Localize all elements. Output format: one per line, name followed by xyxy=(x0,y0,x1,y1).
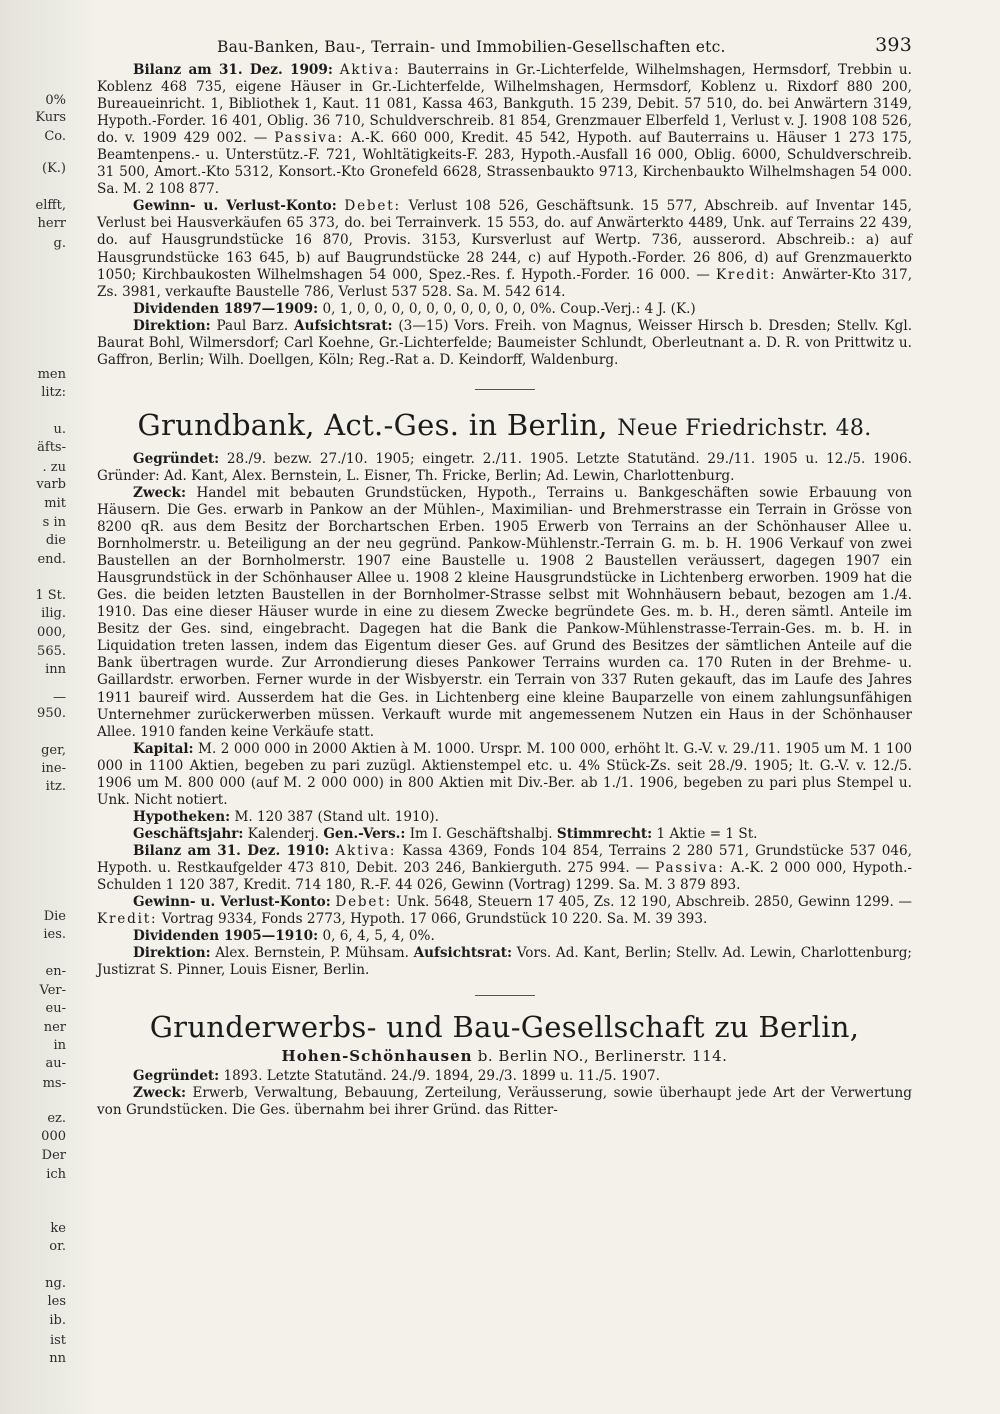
gutter-fragment: ich xyxy=(46,1167,66,1182)
gutter-fragment: en- xyxy=(45,964,66,979)
label: Zweck: xyxy=(133,484,186,501)
label: Direktion: xyxy=(133,317,211,334)
label: Aufsichtsrat: xyxy=(294,317,393,334)
location-name: Hohen-Schönhausen xyxy=(281,1047,473,1066)
label: Zweck: xyxy=(133,1085,186,1102)
company-location xyxy=(97,1047,912,1065)
gutter-fragment: ke xyxy=(50,1221,66,1236)
section-divider xyxy=(475,995,535,996)
gutter-fragment: . zu xyxy=(42,460,66,475)
label: Debet: xyxy=(344,198,401,215)
gutter-fragment: ine- xyxy=(41,761,66,776)
text: Anwärter-Kto 317, Zs. 3981, verkaufte Baustelle 786, Verlust 537 528. Sa. M. 542 614. xyxy=(97,266,913,300)
gutter-fragment: Ver- xyxy=(39,983,66,998)
gutter-fragment: men xyxy=(37,367,66,382)
label: Kredit: xyxy=(715,266,777,283)
text: Vortrag 9334, Fonds 2773, Hypoth. 17 066, Grundstück 10 220. Sa. M. 39 393. xyxy=(161,911,708,928)
gewinn-verlust-konto xyxy=(97,894,912,928)
label: Passiva: xyxy=(655,859,725,876)
text: Kalenderj. xyxy=(247,825,319,842)
gutter-fragment: end. xyxy=(37,552,66,567)
gutter-fragment: 1 St. xyxy=(35,588,66,603)
text: Unk. 5648, Steuern 17 405, Zs. 12 190, Abschreib. 2850, Gewinn 1299. — xyxy=(396,894,912,911)
dividenden xyxy=(97,301,912,318)
gutter-fragment: Die xyxy=(43,909,66,924)
gutter-fragment: herr xyxy=(37,216,66,231)
page-number: 393 xyxy=(875,34,912,56)
label: Bilanz am 31. Dez. 1909: xyxy=(133,62,333,78)
label: Aktiva: xyxy=(339,62,401,78)
gutter-fragment: ez. xyxy=(47,1111,66,1126)
gutter-fragment: mit xyxy=(44,496,66,511)
label: Bilanz am 31. Dez. 1910: xyxy=(133,842,330,859)
company-name: Grunderwerbs- und Bau-Gesellschaft zu Berlin, xyxy=(149,1010,860,1045)
label: Gegründet: xyxy=(133,450,220,467)
kapital xyxy=(97,741,912,809)
label: Aufsichtsrat: xyxy=(413,945,513,962)
gutter-fragment: 0% xyxy=(45,93,66,108)
label: Dividenden 1905—1910: xyxy=(133,928,319,945)
gutter-fragment: 565. xyxy=(37,644,66,659)
gutter-fragment: ger, xyxy=(41,743,66,758)
text: A.-K. 2 000 000, Hypoth.-Schulden 1 120 387, Kredit. 714 180, R.-F. 44 026, Gewinn (Vortrag) 1299. Sa. M. 3 879 893. xyxy=(97,859,912,894)
gutter-fragment: in xyxy=(53,1038,66,1053)
gutter-fragment: au- xyxy=(45,1056,66,1071)
text: Bauterrains in Gr.-Lichterfelde, Wilhelmshagen, Hermsdorf, Trebbin u. Koblenz 468 735, eigene Häuser in Gr.-Lichterfelde, Wilhelmshagen, Hermsdorf, Koblenz u. Rixdorf 880 200, Bureaueinricht. 1, Bibliothek 1, Kaut. 11 081, Kassa 463, Bankguth. 15 239, Debit. 57 510, do. bei Anwärtern 3149, Hypoth.-Forder. 16 401, Oblig. 36 710, Schuldverschreib. 81 854, Grenzmauer Elberfeld 1, Verlust v. J. 1908 108 526, do. v. 1909 429 002. — xyxy=(97,62,912,147)
gutter-fragment: or. xyxy=(49,1239,66,1254)
label: Dividenden 1897—1909: xyxy=(133,300,319,317)
entry-grunderwerbs-gesellschaft xyxy=(97,1010,912,1119)
gutter-fragment: ilig. xyxy=(41,606,66,621)
gewinn-verlust-konto xyxy=(97,198,912,300)
direktion-aufsichtsrat xyxy=(97,945,912,979)
company-address: Neue Friedrichstr. 48. xyxy=(617,415,872,441)
text: 1 Aktie = 1 St. xyxy=(656,825,758,842)
label: Passiva: xyxy=(274,130,345,147)
gutter-fragment: 000 xyxy=(41,1129,66,1144)
gutter-fragment: eu- xyxy=(45,1001,66,1016)
gutter-fragment: s in xyxy=(42,515,66,530)
label: Aktiva: xyxy=(335,842,397,859)
company-title xyxy=(97,1010,912,1044)
gutter-fragment: 950. xyxy=(37,706,66,721)
label: Stimmrecht: xyxy=(556,825,653,842)
label: Debet: xyxy=(335,894,392,911)
zweck xyxy=(97,1085,912,1119)
direktion-aufsichtsrat xyxy=(97,318,912,369)
gutter-fragment: les xyxy=(47,1294,66,1309)
gutter-fragment: ies. xyxy=(43,927,66,942)
gutter-fragment: inn xyxy=(45,662,66,677)
previous-page-gutter xyxy=(0,0,96,1414)
text: 1893. Letzte Statutänd. 24./9. 1894, 29./3. 1899 u. 11./5. 1907. xyxy=(223,1068,660,1085)
company-title xyxy=(97,408,912,446)
gegruendet xyxy=(97,1068,912,1085)
text: Erwerb, Verwaltung, Bebauung, Zerteilung, Veräusserung, sowie überhaupt jede Art der Verwertung von Grundstücken. Die Ges. übernahm bei ihrer Gründ. das Ritter- xyxy=(97,1085,913,1119)
label: Geschäftsjahr: xyxy=(133,825,244,842)
label: Hypotheken: xyxy=(133,808,231,825)
geschaeftsjahr xyxy=(97,826,912,843)
zweck xyxy=(97,485,912,741)
text: Verlust 108 526, Geschäftsunk. 15 577, Abschreib. auf Inventar 145, Verlust bei Hausverkäufen 65 373, do. bei Terrainverk. 15 553, do. auf Anwärterkto 4489, Unk. auf Terrains 22 439, do. auf Hausgrundstücke 16 870, Provis. 3153, Kursverlust auf Wertp. 736, ausserord. Abschreib.: a) auf Hausgrundstücke 163 645, b) auf Baugrundstücke 28 244, c) auf Hypoth.-Forder. 26 806, d) auf Grenzmauerkto 1050; Kirchbaukosten Wilhelmshagen 54 000, Spez.-Res. f. Hypoth.-Forder. 16 000. — xyxy=(97,198,912,283)
gutter-fragment: ib. xyxy=(49,1313,66,1328)
hypotheken xyxy=(97,809,912,826)
entry-previous-company xyxy=(97,62,912,369)
text: Kassa 4369, Fonds 104 854, Terrains 2 280 571, Grundstücke 537 046, Hypoth. u. Restkaufgelder 473 810, Debit. 203 246, Bankierguth. 275 994. — xyxy=(97,842,912,876)
gutter-fragment: ng. xyxy=(45,1276,66,1291)
running-head xyxy=(97,34,912,62)
page xyxy=(97,34,912,1119)
gutter-fragment: ner xyxy=(43,1020,66,1035)
dividenden xyxy=(97,928,912,945)
label: Gen.-Vers.: xyxy=(323,825,406,842)
running-head-title: Bau-Banken, Bau-, Terrain- und Immobilien-Gesellschaften etc. xyxy=(217,38,726,56)
gutter-fragment: elfft, xyxy=(35,198,66,213)
text: Alex. Bernstein, P. Mühsam. xyxy=(215,945,409,962)
gegruendet xyxy=(97,451,912,485)
gutter-fragment: (K.) xyxy=(42,161,66,176)
label: Kredit: xyxy=(97,911,158,928)
section-divider xyxy=(475,389,535,390)
gutter-fragment: Der xyxy=(41,1148,66,1163)
gutter-fragment: varb xyxy=(36,477,66,492)
label: Gewinn- u. Verlust-Konto: xyxy=(133,198,337,215)
text: 0, 6, 4, 5, 4, 0%. xyxy=(322,928,435,945)
text: (3—15) Vors. Freih. von Magnus, Weisser Hirsch b. Dresden; Stellv. Kgl. Baurat Bohl, Wilmersdorf; Carl Koehne, Gr.-Lichterfelde; Baumeister Schlundt, Oberleutnant a. D. R. von Prittwitz u. Gaffron, Berlin; Wilh. Doellgen, Köln; Reg.-Rat a. D. Keindorff, Waldenburg. xyxy=(97,317,913,368)
company-name: Grundbank, Act.-Ges. in Berlin, xyxy=(137,407,608,442)
gutter-fragment: itz. xyxy=(45,779,66,794)
text: 0, 1, 0, 0, 0, 0, 0, 0, 0, 0, 0, 0, 0%. Coup.-Verj.: 4 J. (K.) xyxy=(322,300,696,317)
text: M. 120 387 (Stand ult. 1910). xyxy=(234,808,439,825)
entry-grundbank xyxy=(97,408,912,979)
bilanz-1909 xyxy=(97,62,912,198)
gutter-fragment: nn xyxy=(49,1351,66,1366)
location-address: b. Berlin NO., Berlinerstr. 114. xyxy=(477,1047,728,1066)
gutter-fragment: ms- xyxy=(42,1076,66,1091)
gutter-fragment: die xyxy=(45,533,66,548)
gutter-fragment: äfts- xyxy=(37,440,66,455)
gutter-fragment: u. xyxy=(53,422,66,437)
label: Direktion: xyxy=(133,945,211,962)
label: Kapital: xyxy=(133,740,194,757)
text: Vors. Ad. Kant, Berlin; Stellv. Ad. Lewin, Charlottenburg; Justizrat S. Pinner, Louis Eisner, Berlin. xyxy=(97,945,912,979)
label: Gewinn- u. Verlust-Konto: xyxy=(133,894,331,911)
text: Paul Barz. xyxy=(216,317,289,334)
text: A.-K. 660 000, Kredit. 45 542, Hypoth. auf Bauterrains u. Häuser 1 273 175, Beamtenpens.- u. Unterstütz.-F. 721, Wohltätigkeits-F. 283, Hypoth.-Ausfall 16 000, Oblig. 6000, Schuldverschreib. 31 500, Amort.-Kto 5312, Konsort.-Kto Gronefeld 6628, Strassenbaukto 9713, Kirchenbaukto Wilhelmshagen 54 000. Sa. M. 2 108 877. xyxy=(97,130,912,198)
gutter-fragment: litz: xyxy=(41,385,66,400)
label: Gegründet: xyxy=(133,1068,220,1085)
text: Im I. Geschäftshalbj. xyxy=(409,825,553,842)
gutter-fragment: Kurs xyxy=(35,110,66,125)
text: M. 2 000 000 in 2000 Aktien à M. 1000. Urspr. M. 100 000, erhöht lt. G.-V. v. 29./11. 1905 um M. 1 100 000 in 1100 Aktien, begeben zu pari zuzügl. Aktienstempel etc. u. 4% Stück-Zs. seit 28./9. 1905; lt. G.-V. v. 12./5. 1906 um M. 800 000 (auf M. 2 000 000) in 800 Aktien mit Div.-Ber. ab 1./1. 1906, begeben zu pari plus Stempel u. Unk. Nicht notiert. xyxy=(97,740,912,808)
gutter-fragment: ist xyxy=(49,1333,66,1348)
bilanz-1910 xyxy=(97,843,912,894)
text: 28./9. bezw. 27./10. 1905; eingetr. 2./11. 1905. Letzte Statutänd. 29./11. 1905 u. 12./5. 1906. Gründer: Ad. Kant, Alex. Bernstein, L. Eisner, Th. Fricke, Berlin; Ad. Lewin, Charlottenburg. xyxy=(97,450,912,484)
gutter-fragment: — xyxy=(53,690,66,705)
gutter-fragment: Co. xyxy=(44,129,66,144)
gutter-fragment: g. xyxy=(53,236,66,251)
text: Handel mit bebauten Grundstücken, Hypoth., Terrains u. Bankgeschäften sowie Erbauung von Häusern. Die Ges. erwarb in Pankow an der Mühlen-, Maximilian- und Brehmerstrasse ein Terrain in Grösse von 8200 qR. aus dem Besitz der Borchartschen Erben. 1905 Erwerb von Terrains an der Schönhauser Allee u. Bornholmerstr. u. Beteiligung an der neu gegründ. Pankow-Mühlenstr.-Terrain G. m. b. H. 1906 Verkauf von zwei Baustellen an der Bornholmerstr. 1907 eine Baustelle u. 1908 2 Baustellen veräussert, dagegen 1907 ein Hausgrundstück in der Schönhauser Allee u. 1908 2 kleine Hausgrundstücke in Lichtenberg erworben. 1909 hat die Ges. die beiden letzten Baustellen in der Bornholmer-Strasse selbst mit Wohnhäusern bebaut, bezogen am 1./4. 1910. Das eine dieser Häuser wurde in eine zu diesem Zwecke begründete Ges. m. b. H., deren sämtl. Anteile im Besitz der Ges. sind, eingebracht. Dagegen hat die Bank die Pankow-Mühlenstrasse-Terrain-Ges. m. b. H. in Liquidation treten lassen, indem das Eigentum dieser Ges. auf Grund des Besitzes der sämtlichen Anteile auf die Bank übertragen wurde. Zur Arrondierung dieses Pankower Terrains wurden ca. 170 Ruten in der Brehme- u. Gaillardstr. erworben. Ferner wurde in der Wisbyerstr. ein Terrain von 337 Ruten gekauft, das im Laufe des Jahres 1911 baureif wird. Ausserdem hat die Ges. in Lichtenberg eine kleine Bauparzelle von einem zahlungsunfähigen Unternehmer zurückerwerben müssen. Verkauft wurde mit angemessenem Nutzen ein Haus in der Schönhauser Allee. 1910 fanden keine Verkäufe statt. xyxy=(97,484,912,740)
gutter-fragment: 000, xyxy=(37,625,66,640)
